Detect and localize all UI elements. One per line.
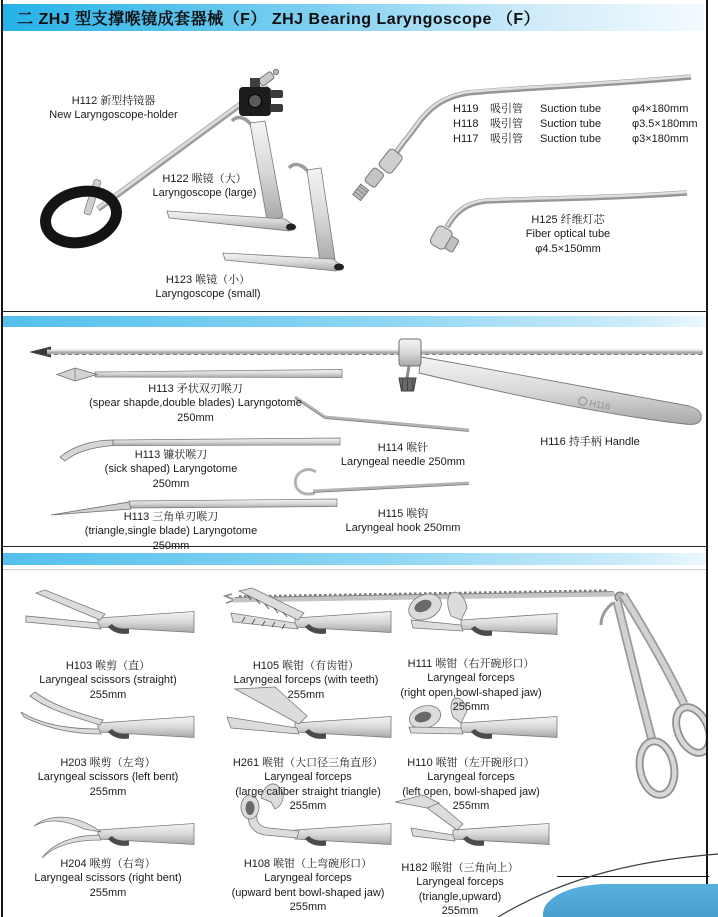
section-laryngotomes [3,331,706,552]
label-h261: H261 喉钳（大口径三角直形） Laryngeal forceps (large caliber straight triangle) 255mm [232,757,384,812]
section-divider-2 [3,553,706,565]
label-fiber-optical-tube: H125 纤维灯芯 Fiber optical tube φ4.5×150mm [525,214,611,255]
section-laryngoscopes [3,31,706,312]
page-title-text: 二 ZHJ 型支撑喉镜成套器械（F） ZHJ Bearing Laryngoscope （F） [17,11,541,28]
page-title [3,4,704,31]
h204-tip-illustration [34,817,194,858]
page-footer-tab [543,884,718,917]
label-laryngoscope-small: H123 喉镜（小） Laryngoscope (small) [155,274,261,301]
h103-tip-illustration [26,590,194,634]
label-h204: H204 喉剪（右弯） Laryngeal scissors (right bent) 255mm [34,858,182,899]
label-h105: H105 喉钳（有齿钳） Laryngeal forceps (with teeth) 255mm [233,660,379,701]
label-h110: H110 喉钳（左开碗形口） Laryngeal forceps (left open, bowl-shaped jaw) 255mm [402,757,540,812]
label-laryngotome-triangle: H113 三角单刃喉刀 (triangle,single blade) Laryngotome 250mm [84,511,258,552]
suction-tube-list [453,102,698,146]
label-laryngotome-spear: H113 矛状双刃喉刀 (spear shapde,double blades) Laryngotome 250mm [89,383,302,424]
label-holder: H112 新型持镜器 New Laryngoscope-holder [49,95,178,122]
suction-row: H118 吸引管 Suction tube φ3.5×180mm [453,117,698,130]
label-h203: H203 喉剪（左弯） Laryngeal scissors (left bent) 255mm [37,757,179,798]
label-h108: H108 喉钳（上弯碗形口） Laryngeal forceps (upward bent bowl-shaped jaw) 255mm [231,858,385,913]
laryngotome-spear-illustration [57,368,342,381]
label-laryngeal-needle: H114 喉针 Laryngeal needle 250mm [340,442,466,469]
label-laryngeal-hook: H115 喉钩 Laryngeal hook 250mm [345,508,461,535]
laryngeal-hook-illustration [295,470,469,494]
suction-row: H119 吸引管 Suction tube φ4×180mm [453,103,689,115]
label-laryngotome-sickle: H113 镰状喉刀 (sick shaped) Laryngotome 250mm [104,449,238,490]
label-h111: H111 喉钳（右开碗形口） Laryngeal forceps (right open,bowl-shaped jaw) 255mm [400,658,542,713]
label-laryngoscope-large: H122 喉镜（大） Laryngoscope (large) [152,173,257,200]
label-h103: H103 喉剪（直） Laryngeal scissors (straight) 255mm [39,660,177,701]
section-divider-1 [3,316,706,327]
label-h182: H182 喉钳（三角向上） Laryngeal forceps (triangle,upward) 255mm [401,862,519,917]
label-handle: H116 持手柄 Handle [540,436,640,448]
suction-row: H117 吸引管 Suction tube φ3×180mm [453,132,689,145]
handle-engraving: H116 [588,398,612,412]
